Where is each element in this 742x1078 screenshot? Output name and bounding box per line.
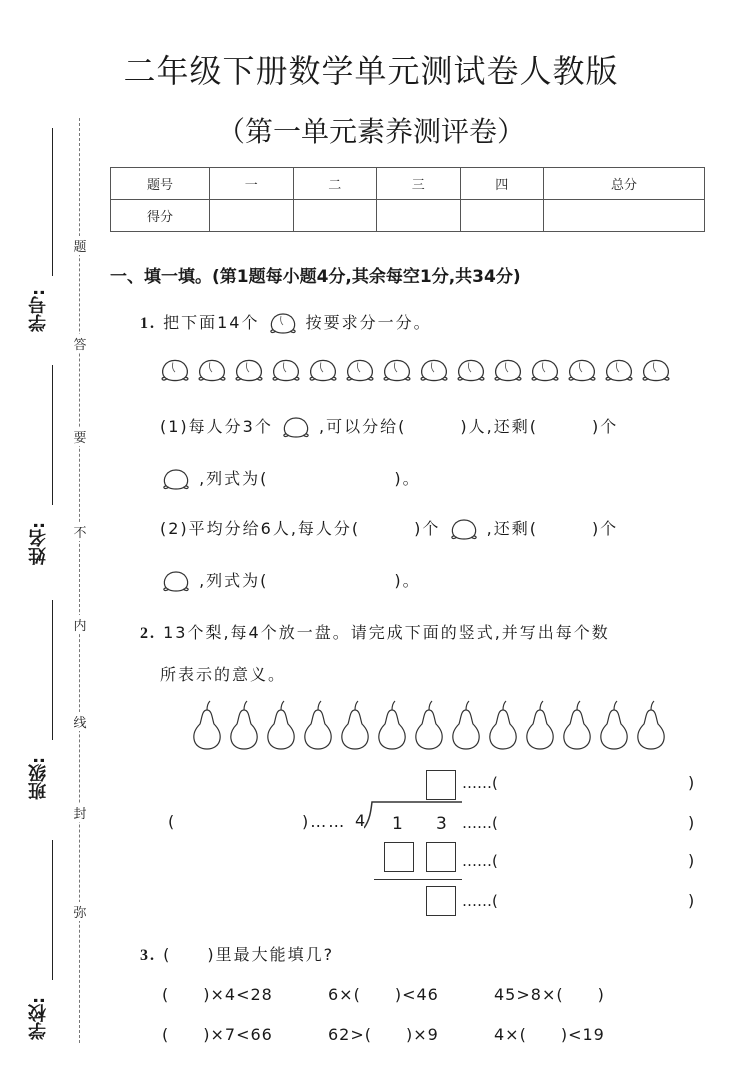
divisor-paren-open: ( [168,812,177,831]
meaning-paren-close: ) [688,851,695,870]
peach-icon [565,356,599,386]
q1-part1-line1 [160,414,618,441]
q3-number: 3. [140,947,156,964]
meaning-paren-close: ) [688,813,695,832]
score-input-cell[interactable] [544,200,705,232]
peach-icon [160,569,192,595]
class-label: 班级: [28,756,49,800]
q1-p2-text-c: ,列式为( )。 [199,571,421,590]
meaning-paren-close: ) [688,891,695,910]
division-bracket [364,800,464,830]
score-row-label: 得分 [111,200,210,232]
meaning-dots: ……( [462,892,498,910]
class-blank[interactable] [52,600,53,740]
q1-text-post: 按要求分一分。 [305,313,432,332]
score-header-cell: 一 [210,168,294,200]
margin-char: 不 [72,522,88,541]
q1-p1-text-c: ,列式为( )。 [199,469,421,488]
q3-text: ( )里最大能填几? [163,945,335,964]
product-tens-box[interactable] [384,842,414,872]
q3-expression: ( )×4<28 [162,985,273,1004]
q2-stem-line1 [140,620,610,643]
q3-expression: 4×( )<19 [494,1025,605,1044]
q2-text-1: 13个梨,每4个放一盘。请完成下面的竖式,并写出每个数 [163,623,610,642]
margin-char: 线 [72,712,88,731]
q3-expression: 62>( )×9 [328,1025,439,1044]
peach-icon [280,415,312,441]
peach-icon [380,356,414,386]
score-header-cell: 总分 [544,168,705,200]
pear-icon [523,700,557,750]
q3-expression: ( )×7<66 [162,1025,273,1044]
pear-icon [227,700,261,750]
q2-number: 2. [140,625,156,642]
score-input-cell[interactable] [460,200,544,232]
pear-icon [449,700,483,750]
student-id-blank[interactable] [52,128,53,276]
score-table-header-row [111,168,705,200]
pear-icon [264,700,298,750]
q1-number: 1. [140,315,156,332]
meaning-dots: ……( [462,814,498,832]
margin-char: 答 [72,334,88,353]
peach-icon [454,356,488,386]
margin-char: 要 [72,427,88,446]
division-separator [374,879,462,880]
pear-icon [301,700,335,750]
q1-stem [140,310,432,337]
section-1-heading: 一、填一填。(第1题每小题4分,其余每空1分,共34分) [110,267,521,287]
dividend-tens: 1 [392,814,403,834]
q1-p1-text-b: ,可以分给( )人,还剩( )个 [319,417,619,436]
peach-icon [528,356,562,386]
peach-icon [602,356,636,386]
pear-icon [486,700,520,750]
peach-icon [195,356,229,386]
q1-p2-text-b: ,还剩( )个 [486,519,619,538]
score-header-cell: 四 [460,168,544,200]
pear-icon [597,700,631,750]
q1-text-pre: 把下面14个 [163,313,260,332]
peach-icon [158,356,192,386]
q1-p2-text-a: (2)平均分给6人,每人分( )个 [160,519,441,538]
q3-expression: 6×( )<46 [328,985,439,1004]
name-label: 姓名: [28,521,49,565]
student-id-label: 学号: [28,288,49,332]
score-input-cell[interactable] [210,200,294,232]
peach-icon [267,311,299,337]
score-table-score-row [111,200,705,232]
q3-stem [140,942,334,965]
school-label: 学校: [28,996,49,1040]
pear-icon [634,700,668,750]
pear-icon [412,700,446,750]
divisor-paren-close: )…… [302,812,347,831]
margin-char: 封 [72,803,88,822]
meaning-paren-close: ) [688,773,695,792]
q1-part2-line2 [160,568,421,595]
score-input-cell[interactable] [377,200,461,232]
margin-char: 弥 [72,902,88,921]
score-table [110,167,705,232]
margin-char: 内 [72,615,88,634]
pear-icon [560,700,594,750]
q3-expression: 45>8×( ) [494,985,605,1004]
margin-char: 题 [72,236,88,255]
pear-icon [338,700,372,750]
quotient-box[interactable] [426,770,456,800]
score-header-cell: 三 [377,168,461,200]
score-header-cell: 题号 [111,168,210,200]
product-ones-box[interactable] [426,842,456,872]
peach-icon [232,356,266,386]
meaning-dots: ……( [462,852,498,870]
q1-part2-line1 [160,516,618,543]
page-subtitle: （第一单元素养测评卷） [216,115,525,148]
meaning-dots: ……( [462,774,498,792]
pear-icon [190,700,224,750]
name-blank[interactable] [52,365,53,505]
peach-icon [639,356,673,386]
peach-icon [343,356,377,386]
pear-icon [375,700,409,750]
page-title: 二年级下册数学单元测试卷人教版 [123,52,619,90]
q1-part1-line2 [160,466,421,493]
q2-stem-line2: 所表示的意义。 [160,665,287,684]
divisor: 4 [355,811,366,830]
score-header-cell: 二 [293,168,377,200]
remainder-box[interactable] [426,886,456,916]
peach-icon [160,467,192,493]
school-blank[interactable] [52,840,53,980]
peach-icon [448,517,480,543]
dividend-ones: 3 [436,814,447,834]
q1-p1-text-a: (1)每人分3个 [160,417,273,436]
peach-icon [417,356,451,386]
score-input-cell[interactable] [293,200,377,232]
peach-icon [491,356,525,386]
peach-row [158,356,673,386]
peach-icon [269,356,303,386]
peach-icon [306,356,340,386]
pear-row [190,700,668,750]
